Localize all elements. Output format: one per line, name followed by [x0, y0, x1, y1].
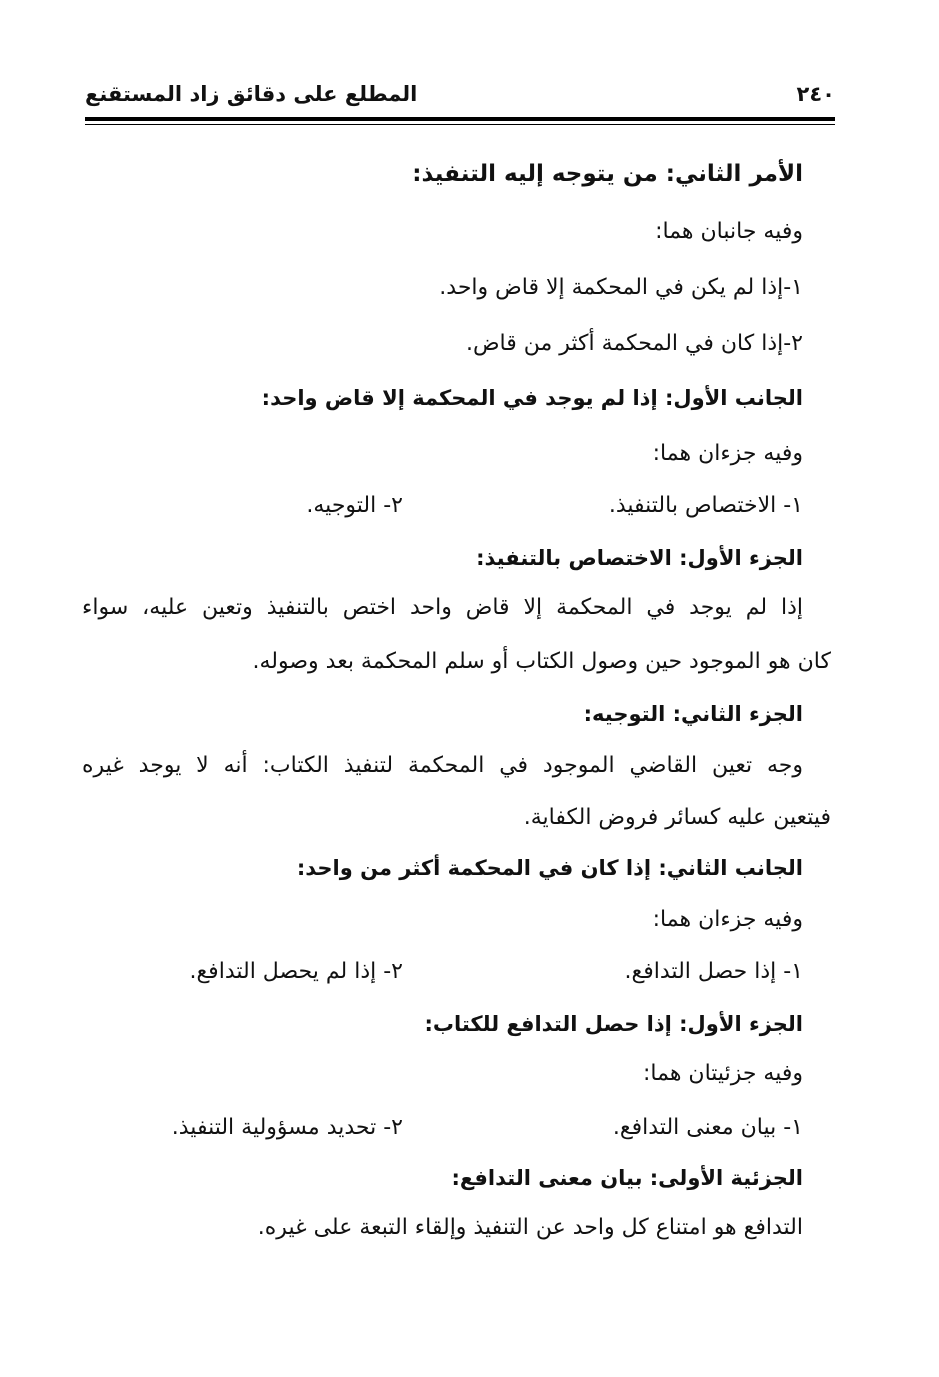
page-number: ٢٤٠	[796, 82, 835, 106]
intro-line: وفيه جزءان هما:	[652, 441, 803, 466]
paragraph-line: وجه تعين القاضي الموجود في المحكمة لتنفيذ الكتاب: أنه لا يوجد غيره	[82, 753, 803, 778]
paragraph-line: فيتعين عليه كسائر فروض الكفاية.	[523, 805, 831, 830]
list-item: ١- إذا حصل التدافع.	[624, 959, 803, 984]
part-heading: الجزء الثاني: التوجيه:	[583, 702, 803, 726]
list-item: ١-إذا لم يكن في المحكمة إلا قاض واحد.	[439, 275, 803, 300]
intro-line: وفيه جزءان هما:	[652, 907, 803, 932]
list-item: ٢-إذا كان في المحكمة أكثر من قاض.	[465, 331, 803, 356]
list-item: ٢- التوجيه.	[306, 493, 403, 518]
running-header	[85, 82, 835, 114]
intro-line: وفيه جانبان هما:	[655, 219, 803, 244]
section-heading: الأمر الثاني: من يتوجه إليه التنفيذ:	[412, 161, 803, 187]
header-rule-thin	[85, 124, 835, 125]
subpart-heading: الجزئية الأولى: بيان معنى التدافع:	[451, 1166, 803, 1190]
paragraph-line: إذا لم يوجد في المحكمة إلا قاض واحد اختص بالتنفيذ وتعين عليه، سواء	[82, 595, 803, 620]
list-item: ٢- إذا لم يحصل التدافع.	[189, 959, 403, 984]
two-column-list	[150, 1106, 803, 1150]
intro-line: وفيه جزئيتان هما:	[643, 1061, 803, 1086]
paragraph-line: التدافع هو امتناع كل واحد عن التنفيذ وإلقاء التبعة على غيره.	[257, 1215, 803, 1240]
subsection-heading: الجانب الأول: إذا لم يوجد في المحكمة إلا قاض واحد:	[261, 386, 803, 410]
part-heading: الجزء الأول: الاختصاص بالتنفيذ:	[476, 546, 803, 570]
paragraph-line: كان هو الموجود حين وصول الكتاب أو سلم المحكمة بعد وصوله.	[252, 649, 831, 674]
list-item: ١- بيان معنى التدافع.	[612, 1115, 803, 1140]
header-rule-thick	[85, 117, 835, 121]
book-title: المطلع على دقائق زاد المستقنع	[85, 82, 418, 106]
subsection-heading: الجانب الثاني: إذا كان في المحكمة أكثر من واحد:	[296, 856, 803, 880]
two-column-list	[150, 950, 803, 994]
list-item: ٢- تحديد مسؤولية التنفيذ.	[171, 1115, 403, 1140]
two-column-list	[150, 484, 803, 528]
list-item: ١- الاختصاص بالتنفيذ.	[608, 493, 803, 518]
part-heading: الجزء الأول: إذا حصل التدافع للكتاب:	[424, 1012, 803, 1036]
